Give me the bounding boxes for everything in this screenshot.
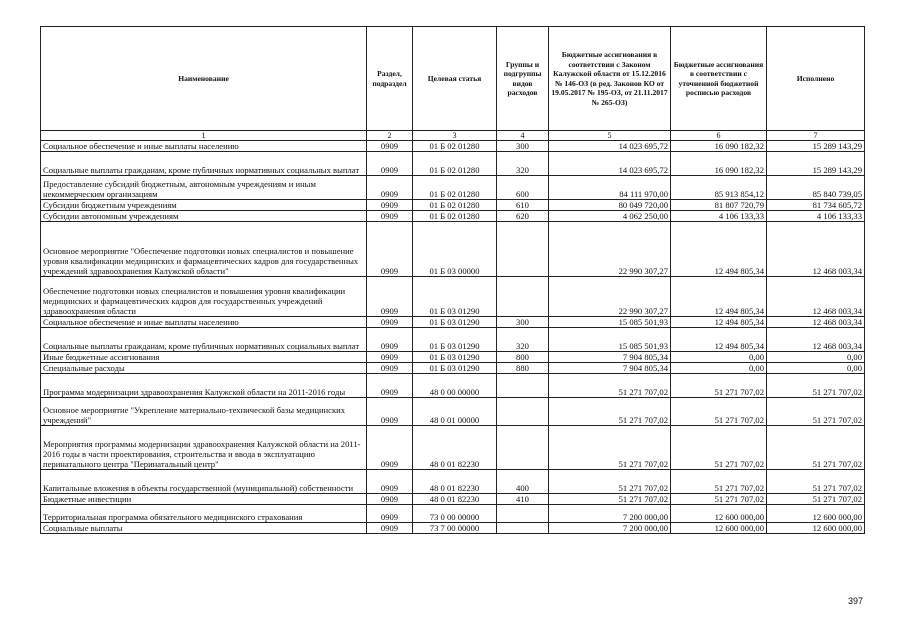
table-row	[41, 176, 865, 200]
row-group	[497, 398, 549, 426]
table-row	[41, 152, 865, 176]
row-name: Мероприятия программы модернизации здравоохранения Калужской области на 2011-2016 годы в части проектирования, строительства и ввода в эксплуатацию перинатального центра "Перинатальный центр"	[41, 426, 367, 470]
header-budget-refined: Бюджетные ассигнования в соответствии с уточненной бюджетной росписью расходов	[671, 27, 767, 131]
row-executed: 4 106 133,33	[767, 211, 865, 222]
row-name: Специальные расходы	[41, 363, 367, 374]
row-budget-law: 51 271 707,02	[549, 398, 671, 426]
table-row	[41, 398, 865, 426]
row-executed: 0,00	[767, 363, 865, 374]
table-row	[41, 363, 865, 374]
row-budget-law: 51 271 707,02	[549, 374, 671, 398]
table-row	[41, 523, 865, 534]
table-row	[41, 426, 865, 470]
row-group: 300	[497, 317, 549, 328]
row-group	[497, 426, 549, 470]
row-section: 0909	[367, 211, 413, 222]
row-group: 320	[497, 152, 549, 176]
row-group	[497, 505, 549, 523]
table-row	[41, 222, 865, 277]
header-groups: Группы и подгруппы видов расходов	[497, 27, 549, 131]
row-target: 01 Б 02 01280	[413, 141, 497, 152]
row-executed: 12 468 003,34	[767, 222, 865, 277]
row-name: Социальные выплаты гражданам, кроме публичных нормативных социальных выплат	[41, 328, 367, 352]
row-budget-refined: 51 271 707,02	[671, 426, 767, 470]
row-group: 620	[497, 211, 549, 222]
row-target: 48 0 00 00000	[413, 374, 497, 398]
row-section: 0909	[367, 328, 413, 352]
row-section: 0909	[367, 494, 413, 505]
row-target: 73 0 00 00000	[413, 505, 497, 523]
row-section: 0909	[367, 222, 413, 277]
row-executed: 85 840 739,05	[767, 176, 865, 200]
row-executed: 81 734 605,72	[767, 200, 865, 211]
header-name: Наименование	[41, 27, 367, 131]
row-name: Иные бюджетные ассигнования	[41, 352, 367, 363]
row-budget-refined: 51 271 707,02	[671, 398, 767, 426]
row-name: Социальные выплаты	[41, 523, 367, 534]
row-target: 48 0 01 82230	[413, 494, 497, 505]
row-target: 73 7 00 00000	[413, 523, 497, 534]
row-group: 600	[497, 176, 549, 200]
table-body	[41, 141, 865, 534]
row-budget-refined: 81 807 720,79	[671, 200, 767, 211]
header-section: Раздел, подраздел	[367, 27, 413, 131]
row-budget-refined: 4 106 133,33	[671, 211, 767, 222]
row-executed: 12 468 003,34	[767, 277, 865, 317]
row-name: Программа модернизации здравоохранения Калужской области на 2011-2016 годы	[41, 374, 367, 398]
row-name: Субсидии бюджетным учреждениям	[41, 200, 367, 211]
row-name: Бюджетные инвестиции	[41, 494, 367, 505]
row-budget-law: 14 023 695,72	[549, 141, 671, 152]
row-name: Обеспечение подготовки новых специалистов и повышения уровня квалификации медицинских и фармацевтических кадров для государственных учреждений здравоохранения области	[41, 277, 367, 317]
column-numbers-row	[41, 131, 865, 141]
row-section: 0909	[367, 277, 413, 317]
row-budget-refined: 12 494 805,34	[671, 317, 767, 328]
row-section: 0909	[367, 352, 413, 363]
row-budget-refined: 0,00	[671, 352, 767, 363]
row-budget-law: 7 904 805,34	[549, 352, 671, 363]
row-executed: 15 289 143,29	[767, 141, 865, 152]
table-row	[41, 374, 865, 398]
row-group: 400	[497, 470, 549, 494]
column-number: 5	[549, 131, 671, 141]
row-target: 48 0 01 82230	[413, 470, 497, 494]
row-target: 01 Б 02 01280	[413, 211, 497, 222]
row-target: 01 Б 03 01290	[413, 328, 497, 352]
row-group	[497, 222, 549, 277]
row-name: Предоставление субсидий бюджетным, автономным учреждениям и иным некоммерческим организациям	[41, 176, 367, 200]
row-budget-refined: 16 090 182,32	[671, 152, 767, 176]
row-budget-refined: 12 494 805,34	[671, 277, 767, 317]
row-group	[497, 523, 549, 534]
table-row	[41, 352, 865, 363]
column-number: 4	[497, 131, 549, 141]
row-budget-refined: 12 600 000,00	[671, 505, 767, 523]
row-section: 0909	[367, 426, 413, 470]
budget-table	[40, 26, 865, 534]
row-section: 0909	[367, 141, 413, 152]
row-budget-refined: 16 090 182,32	[671, 141, 767, 152]
row-budget-law: 51 271 707,02	[549, 470, 671, 494]
row-executed: 12 468 003,34	[767, 317, 865, 328]
table-row	[41, 328, 865, 352]
row-budget-law: 15 085 501,93	[549, 328, 671, 352]
row-name: Субсидии автономным учреждениям	[41, 211, 367, 222]
row-target: 01 Б 03 00000	[413, 222, 497, 277]
row-target: 01 Б 03 01290	[413, 363, 497, 374]
header-row	[41, 27, 865, 131]
row-executed: 12 600 000,00	[767, 505, 865, 523]
column-number: 7	[767, 131, 865, 141]
table-row	[41, 494, 865, 505]
row-budget-refined: 12 600 000,00	[671, 523, 767, 534]
row-budget-refined: 0,00	[671, 363, 767, 374]
row-target: 01 Б 03 01290	[413, 352, 497, 363]
row-section: 0909	[367, 363, 413, 374]
row-target: 48 0 01 82230	[413, 426, 497, 470]
table-row	[41, 505, 865, 523]
row-executed: 51 271 707,02	[767, 494, 865, 505]
row-target: 01 Б 02 01280	[413, 152, 497, 176]
column-number: 6	[671, 131, 767, 141]
column-number: 3	[413, 131, 497, 141]
row-group: 880	[497, 363, 549, 374]
row-executed: 15 289 143,29	[767, 152, 865, 176]
row-group: 320	[497, 328, 549, 352]
row-target: 01 Б 03 01290	[413, 277, 497, 317]
row-name: Капитальные вложения в объекты государственной (муниципальной) собственности	[41, 470, 367, 494]
row-budget-law: 14 023 695,72	[549, 152, 671, 176]
row-name: Социальное обеспечение и иные выплаты населению	[41, 317, 367, 328]
row-section: 0909	[367, 200, 413, 211]
row-target: 48 0 01 00000	[413, 398, 497, 426]
row-budget-law: 84 111 970,00	[549, 176, 671, 200]
row-group: 410	[497, 494, 549, 505]
row-name: Социальное обеспечение и иные выплаты населению	[41, 141, 367, 152]
budget-report-sheet	[40, 26, 864, 534]
header-target: Целевая статья	[413, 27, 497, 131]
row-executed: 0,00	[767, 352, 865, 363]
row-budget-law: 7 200 000,00	[549, 523, 671, 534]
row-name: Основное мероприятие "Обеспечение подготовки новых специалистов и повышение уровня квалификации медицинских и фармацевтических кадров для государственных учреждений здравоохранения Калужской области"	[41, 222, 367, 277]
row-name: Территориальная программа обязательного медицинского страхования	[41, 505, 367, 523]
page-number: 397	[847, 596, 863, 606]
table-row	[41, 317, 865, 328]
row-section: 0909	[367, 317, 413, 328]
row-group: 610	[497, 200, 549, 211]
row-target: 01 Б 02 01280	[413, 176, 497, 200]
row-budget-law: 22 990 307,27	[549, 277, 671, 317]
table-row	[41, 141, 865, 152]
row-budget-refined: 12 494 805,34	[671, 222, 767, 277]
row-section: 0909	[367, 176, 413, 200]
row-group: 800	[497, 352, 549, 363]
row-budget-law: 22 990 307,27	[549, 222, 671, 277]
row-section: 0909	[367, 398, 413, 426]
row-executed: 51 271 707,02	[767, 470, 865, 494]
row-executed: 12 600 000,00	[767, 523, 865, 534]
table-row	[41, 200, 865, 211]
row-section: 0909	[367, 470, 413, 494]
row-budget-law: 7 200 000,00	[549, 505, 671, 523]
row-budget-law: 4 062 250,00	[549, 211, 671, 222]
row-budget-law: 15 085 501,93	[549, 317, 671, 328]
row-name: Основное мероприятие "Укрепление материально-технической базы медицинских учреждений"	[41, 398, 367, 426]
row-executed: 51 271 707,02	[767, 374, 865, 398]
table-row	[41, 470, 865, 494]
column-number: 2	[367, 131, 413, 141]
row-budget-refined: 51 271 707,02	[671, 470, 767, 494]
row-name: Социальные выплаты гражданам, кроме публичных нормативных социальных выплат	[41, 152, 367, 176]
column-number: 1	[41, 131, 367, 141]
row-target: 01 Б 02 01280	[413, 200, 497, 211]
row-budget-law: 7 904 805,34	[549, 363, 671, 374]
row-group	[497, 374, 549, 398]
row-budget-refined: 12 494 805,34	[671, 328, 767, 352]
row-executed: 51 271 707,02	[767, 398, 865, 426]
row-section: 0909	[367, 374, 413, 398]
row-budget-refined: 51 271 707,02	[671, 494, 767, 505]
row-section: 0909	[367, 505, 413, 523]
header-budget-law: Бюджетные ассигнования в соответствии с Законом Калужской области от 15.12.2016 № 146-ОЗ (в ред. Законов КО от 19.05.2017 № 195-ОЗ, от 21.11.2017 № 265-ОЗ)	[549, 27, 671, 131]
row-budget-refined: 85 913 854,12	[671, 176, 767, 200]
table-row	[41, 277, 865, 317]
row-section: 0909	[367, 523, 413, 534]
row-budget-law: 51 271 707,02	[549, 426, 671, 470]
table-row	[41, 211, 865, 222]
header-executed: Исполнено	[767, 27, 865, 131]
row-budget-law: 51 271 707,02	[549, 494, 671, 505]
row-section: 0909	[367, 152, 413, 176]
row-budget-refined: 51 271 707,02	[671, 374, 767, 398]
row-group	[497, 277, 549, 317]
row-budget-law: 80 049 720,00	[549, 200, 671, 211]
row-executed: 12 468 003,34	[767, 328, 865, 352]
row-executed: 51 271 707,02	[767, 426, 865, 470]
row-group: 300	[497, 141, 549, 152]
row-target: 01 Б 03 01290	[413, 317, 497, 328]
